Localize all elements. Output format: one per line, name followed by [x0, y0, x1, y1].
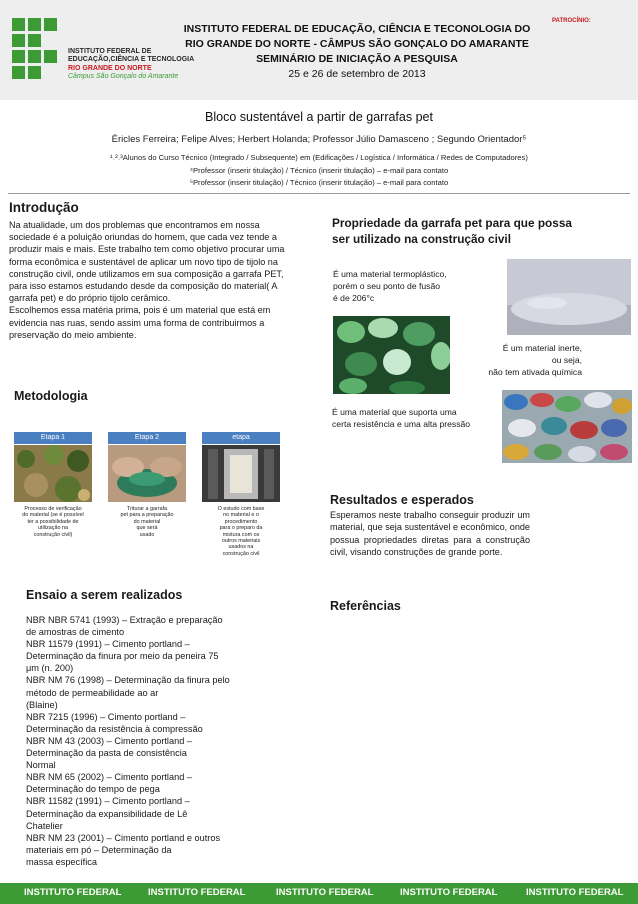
propriedade-note-3: É uma material que suporta uma certa resistência e uma alta pressão [332, 407, 471, 429]
referencias-heading: Referências [330, 599, 401, 613]
colored-bottles-photo [502, 390, 632, 463]
etapa-1-caption: Processo de verificação do material (se é possível ter a possibilidade de utilização na construção civil) [22, 506, 84, 538]
etapa-3-photo [202, 445, 280, 502]
introducao-heading: Introdução [9, 200, 79, 215]
logo-line-1: INSTITUTO FEDERAL DE [68, 48, 152, 55]
affiliation-professor-5: ⁵Professor (inserir titulação) / Técnico (inserir titulação) – e-mail para contato [189, 178, 449, 187]
propriedade-heading: Propriedade da garrafa pet para que possa ser utilizado na construção civil [332, 216, 572, 246]
resultados-text: Esperamos neste trabalho conseguir produzir um material, que seja sustentável e econômico, onde possua propriedades diretas para a construção civil, visando construções de grande porte. [330, 510, 530, 557]
etapa-1-label: Etapa 1 [14, 432, 92, 444]
seminar-dates: 25 e 26 de setembro de 2013 [288, 68, 426, 80]
ensaio-heading: Ensaio a serem realizados [26, 588, 183, 602]
logo-line-3: RIO GRANDE DO NORTE [68, 64, 152, 72]
institution-title [182, 22, 532, 82]
ensaio-list: NBR NBR 5741 (1993) – Extração e preparação de amostras de cimento NBR 11579 (1991) – Cimento portland – Determinação da finura por meio da peneira 75 μm (n. 200) NBR NM 76 (1998) – Determinação da finura pelo método de permeabilidade ao ar (Blaine) NBR 7215 (1996) – Cimento portland – Determinação da resistência à compressão NBR NM 43 (2003) – Cimento portland – Determinação da pasta de consistência Normal NBR NM 65 (2002) – Cimento portland – Determinação do tempo de pega NBR 11582 (1991) – Cimento portland – Determinação da expansibilidade de Lê Chatelier NBR NM 23 (2001) – Cimento portland e outros materiais em pó – Determinação da massa específica [26, 615, 230, 867]
etapa-2-label: Etapa 2 [108, 432, 186, 444]
etapa-1-photo [14, 445, 92, 502]
green-bottles-photo [333, 316, 450, 394]
introducao-text: Na atualidade, um dos problemas que encontramos em nossa sociedade é a poluição oriundas do homem, que cada vez tende a produzir mais e mais. Este trabalho tem como objetivo procurar uma forma econômica e sustentável de aplicar um novo tipo de tijolo na construção civil, onde utilizamos em sua composição a garrafa PET, para isso estamos estudando desde da composição do material( A garrafa pet) e do próprio tijolo cerâmico. Escolhemos essa matéria prima, pois é um material que está em evidencia nas ruas, sendo assim uma forma de contribuirmos a preservação do meio ambiente. [9, 220, 285, 340]
pet-pellets-photo [507, 259, 631, 335]
sponsor-label: PATROCÍNIO: [552, 18, 591, 24]
propriedade-note-2: É um material inerte, ou seja, não tem ativada química [488, 343, 582, 377]
etapa-2-caption: Triturar a garrafa pet para a preparação do material que será usado [120, 506, 174, 538]
footer-bar [0, 883, 638, 904]
logo-line-2: EDUCAÇÃO,CIÊNCIA E TECNOLOGIA [68, 56, 195, 64]
footer-label-4: INSTITUTO FEDERAL [400, 887, 498, 898]
seminar-name: SEMINÁRIO DE INICIAÇÃO A PESQUISA [256, 53, 458, 65]
resultados-heading: Resultados e esperados [330, 493, 474, 507]
affiliation-professor-4: ⁴Professor (inserir titulação) / Técnico (inserir titulação) – e-mail para contato [189, 166, 449, 175]
logo-line-4: Câmpus São Gonçalo do Amarante [68, 73, 179, 81]
metodologia-heading: Metodologia [14, 389, 88, 403]
footer-label-3: INSTITUTO FEDERAL [276, 887, 374, 898]
footer-label-5: INSTITUTO FEDERAL [526, 887, 624, 898]
institution-title-line-2: RIO GRANDE DO NORTE - CÂMPUS SÃO GONÇALO DO AMARANTE [185, 38, 529, 50]
propriedade-note-1: É uma material termoplástico, porém o seu ponto de fusão é de 206°c [333, 269, 447, 303]
etapa-2-photo [108, 445, 186, 502]
etapa-3-caption: O estudo com base no material e o procedimento para o preparo da mistura com os outros materiais usados na construção civil [217, 506, 265, 557]
poster-header [0, 0, 638, 100]
footer-label-2: INSTITUTO FEDERAL [148, 887, 246, 898]
logo-text [68, 48, 194, 82]
institution-title-line-1: INSTITUTO FEDERAL DE EDUCAÇÃO, CIÊNCIA E TECONOLOGIA DO [183, 23, 531, 35]
authors-line: Éricles Ferreira; Felipe Alves; Herbert Holanda; Professor Júlio Damasceno ; Segundo Orientador⁵ [111, 134, 527, 145]
poster-title: Bloco sustentável a partir de garrafas pet [205, 110, 433, 124]
if-logo-icon [12, 18, 62, 80]
etapa-3-label: etapa [202, 432, 280, 444]
footer-label-1: INSTITUTO FEDERAL [24, 887, 122, 898]
header-divider [8, 193, 630, 194]
affiliation-students: ¹˒²˒³Alunos do Curso Técnico (Integrado / Subsequente) em (Edificações / Logística / Informática / Redes de Computadores) [110, 153, 528, 162]
